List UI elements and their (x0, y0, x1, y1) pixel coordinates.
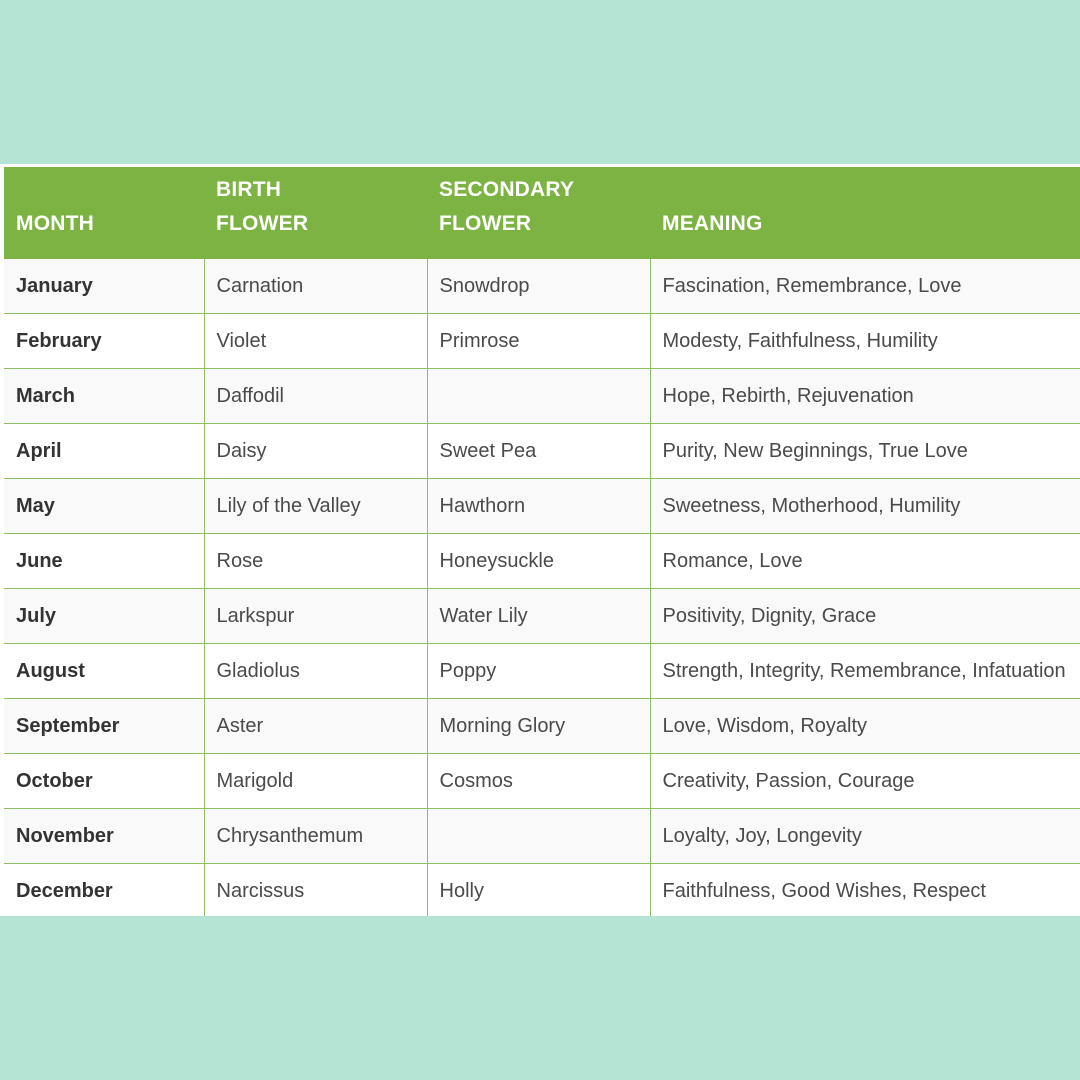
cell-month: June (4, 534, 204, 589)
table-row (4, 644, 1080, 699)
cell-secondary-flower: Water Lily (427, 589, 650, 644)
birth-flower-table (4, 167, 1080, 916)
cell-secondary-flower: Primrose (427, 314, 650, 369)
cell-birth-flower: Larkspur (204, 589, 427, 644)
table-row (4, 259, 1080, 314)
table-row (4, 864, 1080, 917)
cell-secondary-flower: Snowdrop (427, 259, 650, 314)
cell-month: March (4, 369, 204, 424)
cell-month: October (4, 754, 204, 809)
cell-meaning: Sweetness, Motherhood, Humility (650, 479, 1080, 534)
cell-birth-flower: Carnation (204, 259, 427, 314)
cell-meaning: Fascination, Remembrance, Love (650, 259, 1080, 314)
table-row (4, 699, 1080, 754)
cell-meaning: Creativity, Passion, Courage (650, 754, 1080, 809)
cell-meaning: Purity, New Beginnings, True Love (650, 424, 1080, 479)
cell-birth-flower: Chrysanthemum (204, 809, 427, 864)
cell-month: May (4, 479, 204, 534)
cell-meaning: Strength, Integrity, Remembrance, Infatuation (650, 644, 1080, 699)
table-header-row (4, 167, 1080, 259)
cell-month: November (4, 809, 204, 864)
cell-secondary-flower (427, 809, 650, 864)
cell-birth-flower: Marigold (204, 754, 427, 809)
table-row (4, 534, 1080, 589)
cell-meaning: Faithfulness, Good Wishes, Respect (650, 864, 1080, 917)
cell-secondary-flower: Sweet Pea (427, 424, 650, 479)
cell-month: February (4, 314, 204, 369)
cell-month: January (4, 259, 204, 314)
cell-meaning: Modesty, Faithfulness, Humility (650, 314, 1080, 369)
cell-month: July (4, 589, 204, 644)
cell-month: December (4, 864, 204, 917)
cell-secondary-flower: Poppy (427, 644, 650, 699)
cell-secondary-flower (427, 369, 650, 424)
table-row (4, 809, 1080, 864)
cell-month: April (4, 424, 204, 479)
header-birth-flower: BIRTH FLOWER (204, 167, 427, 259)
cell-birth-flower: Daffodil (204, 369, 427, 424)
header-month: MONTH (4, 167, 204, 259)
cell-secondary-flower: Cosmos (427, 754, 650, 809)
cell-birth-flower: Rose (204, 534, 427, 589)
table-row (4, 754, 1080, 809)
cell-month: September (4, 699, 204, 754)
cell-meaning: Hope, Rebirth, Rejuvenation (650, 369, 1080, 424)
cell-secondary-flower: Honeysuckle (427, 534, 650, 589)
cell-secondary-flower: Holly (427, 864, 650, 917)
cell-meaning: Positivity, Dignity, Grace (650, 589, 1080, 644)
cell-secondary-flower: Hawthorn (427, 479, 650, 534)
table-frame (0, 164, 1080, 916)
cell-birth-flower: Gladiolus (204, 644, 427, 699)
header-secondary-flower: SECONDARY FLOWER (427, 167, 650, 259)
table-row (4, 424, 1080, 479)
cell-birth-flower: Daisy (204, 424, 427, 479)
cell-birth-flower: Lily of the Valley (204, 479, 427, 534)
table-row (4, 589, 1080, 644)
cell-secondary-flower: Morning Glory (427, 699, 650, 754)
cell-birth-flower: Violet (204, 314, 427, 369)
cell-meaning: Romance, Love (650, 534, 1080, 589)
cell-meaning: Love, Wisdom, Royalty (650, 699, 1080, 754)
table-row (4, 369, 1080, 424)
header-meaning: MEANING (650, 167, 1080, 259)
table-row (4, 479, 1080, 534)
cell-birth-flower: Aster (204, 699, 427, 754)
cell-month: August (4, 644, 204, 699)
cell-meaning: Loyalty, Joy, Longevity (650, 809, 1080, 864)
cell-birth-flower: Narcissus (204, 864, 427, 917)
table-row (4, 314, 1080, 369)
